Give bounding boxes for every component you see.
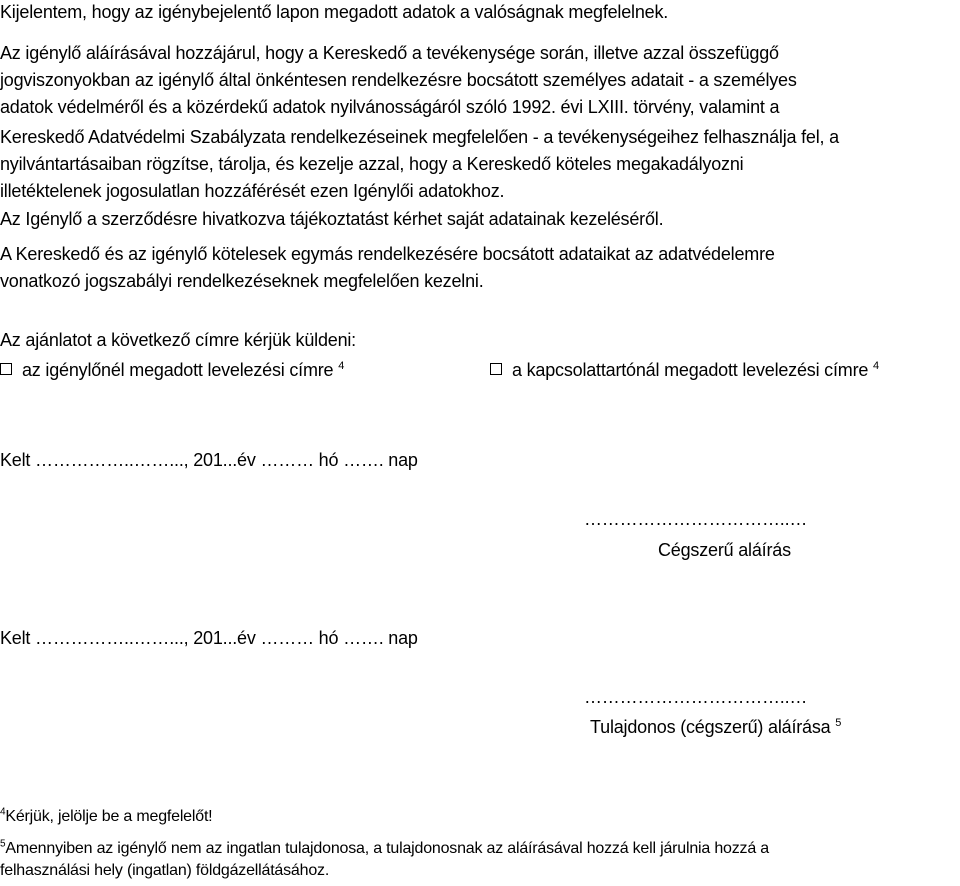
checkbox-icon[interactable]: [0, 363, 12, 375]
footnote-text: Amennyiben az igénylő nem az ingatlan tulajdonosa, a tulajdonosnak az aláírásával hozzá kell járulnia hozzá a: [5, 840, 769, 857]
footnote-ref: 4: [338, 360, 345, 372]
signature-dots: ……………………………..…: [584, 687, 808, 707]
footnote-continuation: felhasználási hely (ingatlan) földgázellátásához.: [0, 862, 330, 879]
footnote-number: 4: [0, 806, 6, 818]
address-option-applicant[interactable]: [0, 357, 344, 383]
mutual-obligation-line: A Kereskedő és az igénylő kötelesek egymás rendelkezésére bocsátott adataikat az adatvédelemre: [0, 244, 775, 264]
consent-line: Kereskedő Adatvédelmi Szabályzata rendelkezéseinek megfelelően - a tevékenységeihez felhasználja fel, a: [0, 127, 839, 147]
signature-label: [658, 537, 791, 563]
address-question: Az ajánlatot a következő címre kérjük küldeni:: [0, 330, 356, 350]
date-line: Kelt ……………..……..., 201...év ……… hó ……. nap: [0, 450, 418, 470]
address-option-label: az igénylőnél megadott levelezési címre: [22, 360, 334, 380]
consent-line: nyilvántartásaiban rögzítse, tárolja, és kezelje azzal, hogy a Kereskedő köteles megakadályozni: [0, 154, 744, 174]
footnote-number: 5: [0, 838, 6, 850]
info-request-text: Az Igénylő a szerződésre hivatkozva tájékoztatást kérhet saját adatainak kezeléséről.: [0, 209, 664, 229]
footnote-ref: 4: [873, 360, 879, 372]
consent-line: illetéktelenek jogosulatlan hozzáférését ezen Igénylői adatokhoz.: [0, 181, 505, 201]
footnote: [0, 806, 212, 828]
footnote-ref: 5: [835, 717, 842, 729]
signature-label: [590, 714, 841, 740]
declaration-intro: Kijelentem, hogy az igénybejelentő lapon megadott adatok a valóságnak megfelelnek.: [0, 2, 669, 22]
consent-line: Az igénylő aláírásával hozzájárul, hogy a Kereskedő a tevékenysége során, illetve azzal összefüggő: [0, 43, 779, 63]
signature-label-text: Cégszerű aláírás: [658, 540, 791, 560]
footnote-text: Kérjük, jelölje be a megfelelőt!: [5, 808, 213, 825]
mutual-obligation-line: vonatkozó jogszabályi rendelkezéseknek megfelelően kezelni.: [0, 271, 484, 291]
checkbox-icon[interactable]: [490, 363, 502, 375]
address-option-label: a kapcsolattartónál megadott levelezési címre: [512, 360, 869, 380]
date-line: Kelt ……………..……..., 201...év ……… hó ……. nap: [0, 628, 418, 648]
consent-line: jogviszonyokban az igénylő által önkéntesen rendelkezésre bocsátott személyes adatait - a személyes: [0, 70, 797, 90]
signature-dots: ……………………………..…: [584, 509, 808, 529]
signature-label-text: Tulajdonos (cégszerű) aláírása: [590, 717, 831, 737]
footnote: [0, 838, 769, 860]
consent-line: adatok védelméről és a közérdekű adatok nyilvánosságáról szóló 1992. évi LXIII. törvény, valamint a: [0, 97, 780, 117]
address-option-contact[interactable]: [490, 357, 879, 383]
